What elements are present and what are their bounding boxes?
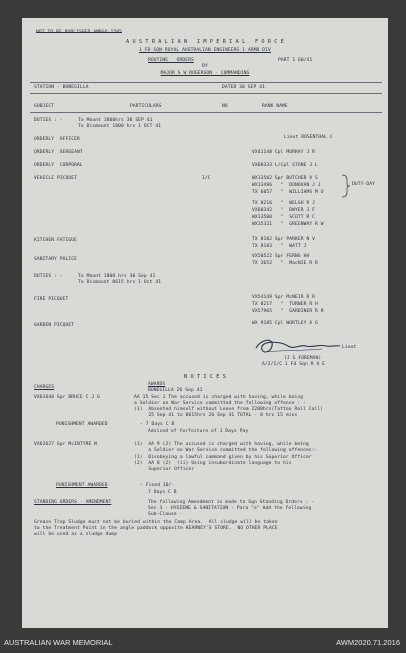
fatigue-subject: KITCHEN FATIGUE bbox=[34, 238, 77, 243]
divider bbox=[30, 112, 382, 113]
vehicle-picquet-ic: I/C bbox=[202, 176, 211, 181]
amendment-line: Sec 3 - HYGIENE & SANITATION - Para "e" Add the following bbox=[148, 506, 312, 511]
picquet-member: WX13500 " SCOTT R C bbox=[252, 215, 316, 220]
signature-rank: Lieut bbox=[342, 345, 357, 350]
picquet-member: TX 8217 " TURNER R H bbox=[252, 302, 318, 307]
standing-orders-label: STANDING ORDERS - AMENDMENT bbox=[34, 500, 112, 505]
duty-subject: ORDERLY OFFICER bbox=[34, 137, 80, 142]
divider bbox=[30, 82, 382, 83]
picquet-member: VX54149 Spr McNEIR R R bbox=[252, 295, 316, 300]
classification-line: NOT TO BE PUBLISHED AMR&O 1585 bbox=[36, 30, 122, 35]
punishment-label: PUNISHMENT AWARDED bbox=[56, 422, 108, 427]
duties-mount: To Mount 1800hrs 30 SEP 41 bbox=[78, 118, 153, 123]
duty-subject: ORDERLY CORPORAL bbox=[34, 163, 83, 168]
picquet-member: WX13502 Spr BUTCHER V S bbox=[252, 176, 318, 181]
garden-picquet-subject: GARDEN PICQUET bbox=[34, 323, 75, 328]
column-rank-name: RANK NAME bbox=[262, 104, 288, 109]
charges-label: CHARGES bbox=[34, 385, 55, 390]
duties-dismount: To Dismount 1800 hrs 1 OCT 41 bbox=[78, 124, 162, 129]
punishment-value: - Fined 10/- bbox=[140, 483, 175, 488]
place-date: BONEGILLA 26 Sep 41 bbox=[148, 388, 203, 393]
amendment-line: Sub-Clause - bbox=[148, 512, 183, 517]
charge-line: (2) AA 8 (2) (ii) Using insubordinate language to his bbox=[134, 461, 292, 466]
amendment-body: Grease Trap Sludge must not be buried within the Camp Area. All sludge will be taken bbox=[34, 520, 278, 525]
notices-title: N O T I C E S bbox=[184, 374, 226, 380]
accused-number: VX62627 Spr McINTYRE N bbox=[34, 442, 98, 447]
amendment-body: to the Treatment Point in the angle paddock opposite KEARNEY'S STORE. NO OTHER PLACE bbox=[34, 526, 278, 531]
unit-heading: 1 FD SQN ROYAL AUSTRALIAN ENGINEERS 1 ARMD DIV bbox=[139, 48, 271, 53]
punishment-value: 7 Days C B bbox=[148, 490, 177, 495]
duty-detail: VX60333 L/Cpl STONE J L bbox=[252, 163, 318, 168]
dated-label: DATED 30 SEP 41 bbox=[222, 85, 265, 90]
duty-detail: Lieut ROSENTHAL C bbox=[284, 135, 333, 140]
charge-line: (1) AA 9 (2) The accused is charged with having, while being bbox=[134, 442, 309, 447]
punishment-label: PUNISHMENT AWARDED bbox=[56, 483, 108, 488]
amendment-body: will be used as a sludge dump bbox=[34, 532, 118, 537]
commander-line: MAJOR S W ROGERSON - COMMANDING bbox=[160, 71, 250, 76]
charge-line: AA 15 Sec 1 The accused is charged with having, while being bbox=[134, 395, 304, 400]
accused-number: VX61648 Spr BRUCE C J G bbox=[34, 395, 100, 400]
station-label: STATION - BONEGILLA bbox=[34, 85, 89, 90]
picquet-member: VX57965 " GARDINER R R bbox=[252, 309, 324, 314]
column-subject: SUBJECT bbox=[34, 104, 55, 109]
picquet-member: TX 8216 " WELSH R J bbox=[252, 201, 316, 206]
fire-picquet-subject: FIRE PICQUET bbox=[34, 297, 69, 302]
force-heading: A U S T R A L I A N I M P E R I A L F O R C E bbox=[126, 39, 284, 45]
fatigue-member: TX 8183 " WATT J bbox=[252, 244, 307, 249]
duty-detail: VX41148 Cpl MURRAY J R bbox=[252, 150, 316, 155]
orders-by: BY bbox=[202, 64, 208, 69]
fatigue-subject: SANITARY POLICE bbox=[34, 257, 77, 262]
picquet-member: VX60342 " DWYER J F bbox=[252, 208, 316, 213]
column-particulars: PARTICULARS bbox=[130, 104, 162, 109]
duties-label: DUTIES : - bbox=[34, 118, 63, 123]
amendment-line: The following Amendment is made to Sqn Standing Orders : - bbox=[148, 500, 315, 505]
signature-name: (J G FOREMAN) bbox=[284, 356, 322, 361]
orders-title: ROUTINE ORDERS bbox=[148, 58, 194, 63]
charge-line: 25 Sep 41 to 0615hrs 26 Sep 41 TOTAL - 8 hrs 15 mins bbox=[134, 413, 298, 418]
footer-archive-name: AUSTRALIAN WAR MEMORIAL bbox=[4, 638, 113, 647]
punishment-value: - 7 Days C B bbox=[140, 422, 175, 427]
charge-line: (1) Disobeying a lawful command given by his Superior Officer bbox=[134, 455, 312, 460]
charge-line: a Soldier on War Service committed the following offence : - bbox=[134, 401, 306, 406]
picquet-member: TX 6057 " WILLIAMS M O bbox=[252, 190, 324, 195]
fatigue-member: TX 3652 " MacNIE R R bbox=[252, 261, 318, 266]
duty-subject: ORDERLY SERGEANT bbox=[34, 150, 83, 155]
duties-mount: To Mount 1800 hrs 30 Sep 41 bbox=[78, 274, 156, 279]
duties-dismount: To Dismount 0615 hrs 1 Oct 41 bbox=[78, 280, 162, 285]
charge-line: a Soldier on War Service committed the following offences:- bbox=[134, 448, 318, 453]
document-page bbox=[22, 18, 388, 628]
handwritten-signature bbox=[252, 334, 342, 358]
charge-line: Superior Officer bbox=[134, 467, 195, 472]
orders-part: PART 1 60/41 bbox=[278, 58, 313, 63]
picquet-member: WX13496 " DONOVAN J J bbox=[252, 183, 321, 188]
fatigue-member: TX 8182 Spr PARKER N V bbox=[252, 237, 316, 242]
divider bbox=[30, 93, 382, 94]
bracket-mark bbox=[341, 174, 351, 198]
charge-line: (1) Absented himself without Leave from 2200hrs(Tattoo Roll Call) bbox=[134, 407, 324, 412]
fatigue-member: VX58522 Spr FERNS HH bbox=[252, 254, 310, 259]
signature-appointment: A/2/I/C 1 Fd Sqn R A E bbox=[262, 362, 326, 367]
duty-day-label: DUTY-DAY bbox=[352, 182, 375, 187]
footer-accession-number: AWM2020.71.2016 bbox=[336, 638, 400, 647]
awards-label: AWARDS bbox=[148, 382, 166, 387]
garden-picquet-detail: WX 9105 Cpl WORTLEY A G bbox=[252, 321, 318, 326]
picquet-member: WX15321 " GREENWAY R W bbox=[252, 222, 324, 227]
column-no: NO bbox=[222, 104, 228, 109]
duties-label: DUTIES : - bbox=[34, 274, 63, 279]
vehicle-picquet-subject: VEHICLE PICQUET bbox=[34, 176, 77, 181]
punishment-value: Advised of forfeiture of 1 Days Pay bbox=[148, 429, 249, 434]
